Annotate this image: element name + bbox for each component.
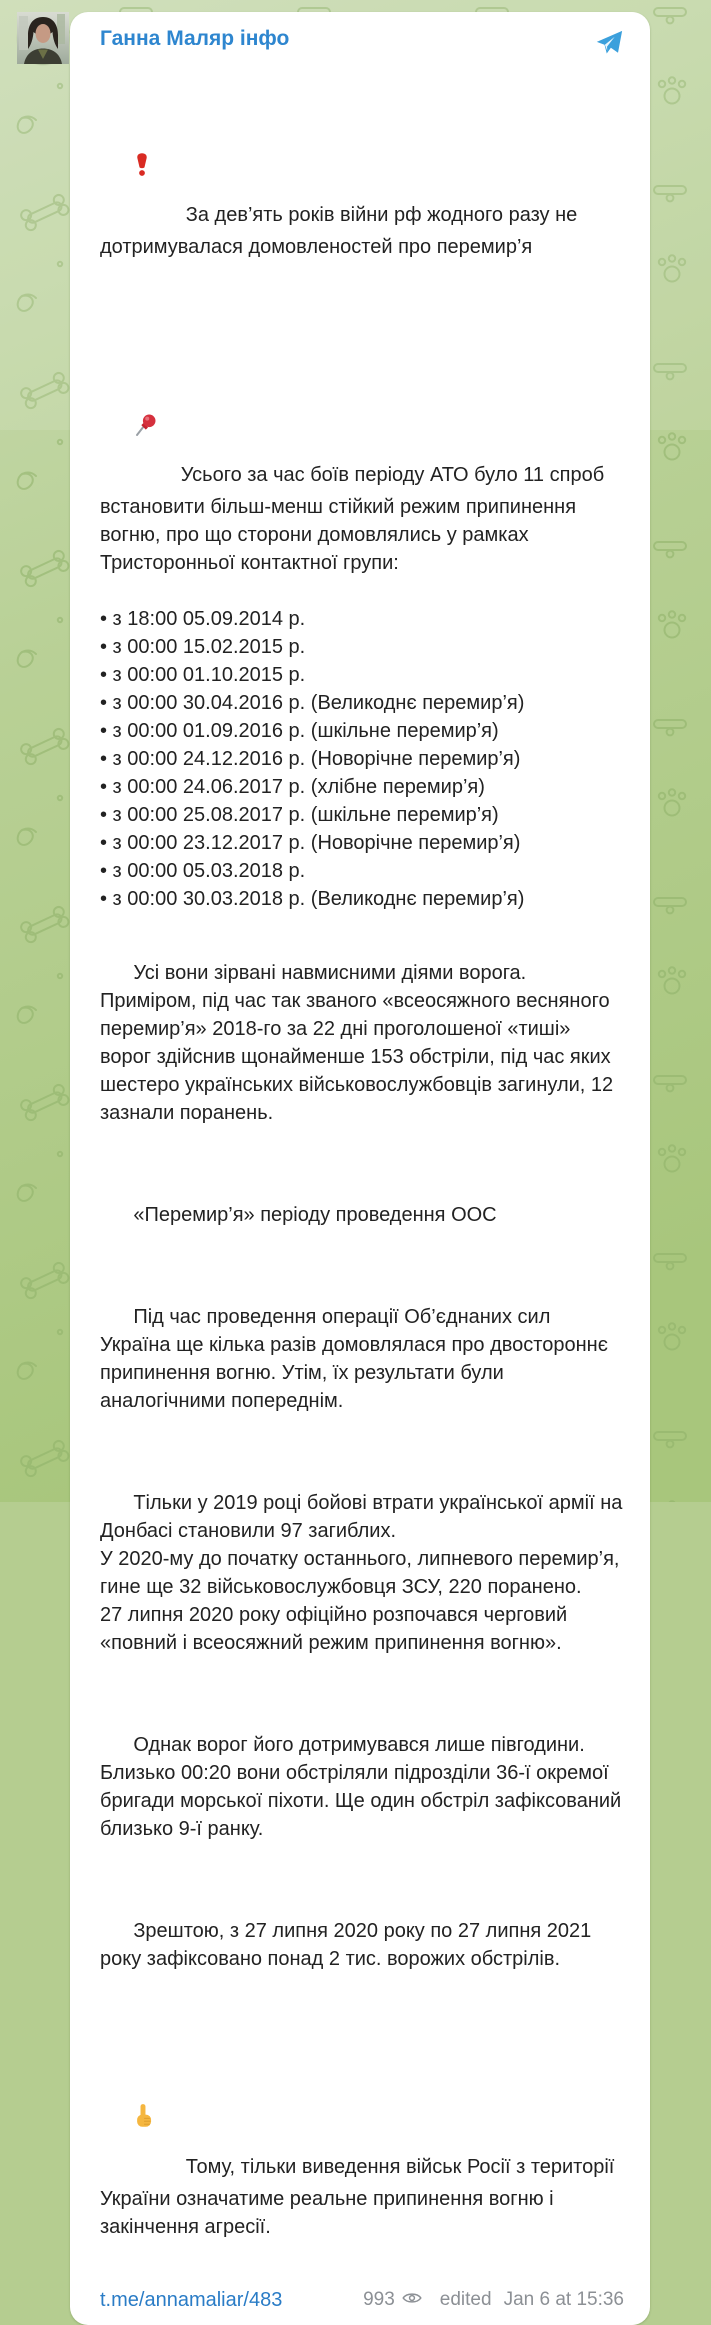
message-footer <box>100 2287 624 2313</box>
avatar-photo-illustration <box>17 12 69 64</box>
truce-date-list <box>100 605 624 913</box>
red-exclamation-emoji <box>133 95 177 233</box>
truce-list-item: • з 00:00 24.12.2016 р. (Новорічне перемир’я) <box>100 748 521 770</box>
telegram-plane-icon[interactable] <box>594 28 624 58</box>
paragraph-text: Усього за час боїв періоду АТО було 11 спроб встановити більш-менш стійкий режим припинення вогню, про що сторони домовлялись у рамках Тристоронньої контактної групи: <box>100 464 610 574</box>
truce-list-item: • з 00:00 23.12.2017 р. (Новорічне перемир’я) <box>100 832 521 854</box>
paragraph-text: Зрештою, з 27 липня 2020 року по 27 липня 2021 року зафіксовано понад 2 тис. ворожих обстрілів. <box>100 1920 597 1970</box>
message-paragraph-7 <box>100 1703 627 1871</box>
truce-list-item: • з 00:00 24.06.2017 р. (хлібне перемир’я) <box>100 776 485 798</box>
point-up-emoji <box>133 2047 177 2185</box>
paragraph-text: Під час проведення операції Об’єднаних сил Україна ще кілька разів домовлялася про двостороннє припинення вогню. Утім, їх результати були аналогічними попереднім. <box>100 1306 614 1412</box>
channel-name[interactable]: Ганна Маляр інфо <box>100 27 290 50</box>
post-meta <box>363 2288 624 2312</box>
paragraph-text: «Перемир’я» періоду проведення ООС <box>133 1204 497 1226</box>
truce-list-item: • з 00:00 30.04.2016 р. (Великоднє перемир’я) <box>100 692 525 714</box>
post-link[interactable]: t.me/annamaliar/483 <box>100 2289 283 2311</box>
paragraph-text: Тому, тільки виведення військ Росії з території України означатиме реальне припинення вогню і закінчення агресії. <box>100 2156 620 2238</box>
message-paragraph-1 <box>100 67 624 289</box>
message-paragraph-4 <box>100 1173 624 1257</box>
message-paragraph-9 <box>100 2019 624 2269</box>
message-header <box>100 26 624 58</box>
message-paragraph-6 <box>100 1461 624 1685</box>
eye-icon <box>402 2288 422 2312</box>
message-bubble <box>70 12 650 2325</box>
truce-list-item: • з 00:00 05.03.2018 р. <box>100 860 306 882</box>
channel-avatar-photo[interactable] <box>17 12 69 64</box>
paragraph-text: Однак ворог його дотримувався лише півгодини. Близько 00:20 вони обстріляли підрозділи 36-ї окремої бригади морської піхоти. Ще один обстріл зафіксований близько 9-ї ранку. <box>100 1734 627 1840</box>
message-paragraph-3 <box>100 931 624 1155</box>
pushpin-emoji <box>133 357 177 493</box>
message-paragraph-8 <box>100 1889 624 2001</box>
truce-list-item: • з 00:00 01.09.2016 р. (шкільне перемир’я) <box>100 720 499 742</box>
paragraph-text: Усі вони зірвані навмисними діями ворога. Приміром, під час так званого «всеосяжного весняного перемир’я» 2018-го за 22 дні проголошеної «тиші» ворог здійснив щонайменше 153 обстріли, під час яких шестеро українських військовослужбовців загинули, 12 зазнали поранень. <box>100 962 619 1124</box>
timestamp: Jan 6 at 15:36 <box>503 2289 624 2310</box>
paragraph-text: Тільки у 2019 році бойові втрати української армії на Донбасі становили 97 загиблих. У 2020-му до початку останнього, липневого перемир’я, гине ще 32 військовослужбовця ЗСУ, 220 поранено. 27 липня 2020 року офіційно розпочався черговий «повний і всеосяжний режим припинення вогню». <box>100 1492 623 1654</box>
paragraph-text: За дев’ять років війни рф жодного разу не дотримувалася домовленостей про перемир’я <box>100 204 583 258</box>
message-paragraph-2 <box>100 329 624 605</box>
message-paragraph-5 <box>100 1275 624 1443</box>
views-count: 993 <box>363 2289 395 2310</box>
truce-list-item: • з 00:00 15.02.2015 р. <box>100 636 306 658</box>
truce-list-item: • з 00:00 25.08.2017 р. (шкільне перемир’я) <box>100 804 499 826</box>
truce-list-item: • з 00:00 30.03.2018 р. (Великоднє перемир’я) <box>100 888 525 910</box>
edited-label: edited <box>439 2289 492 2310</box>
truce-list-item: • з 00:00 01.10.2015 р. <box>100 664 306 686</box>
truce-list-item: • з 18:00 05.09.2014 р. <box>100 608 306 630</box>
